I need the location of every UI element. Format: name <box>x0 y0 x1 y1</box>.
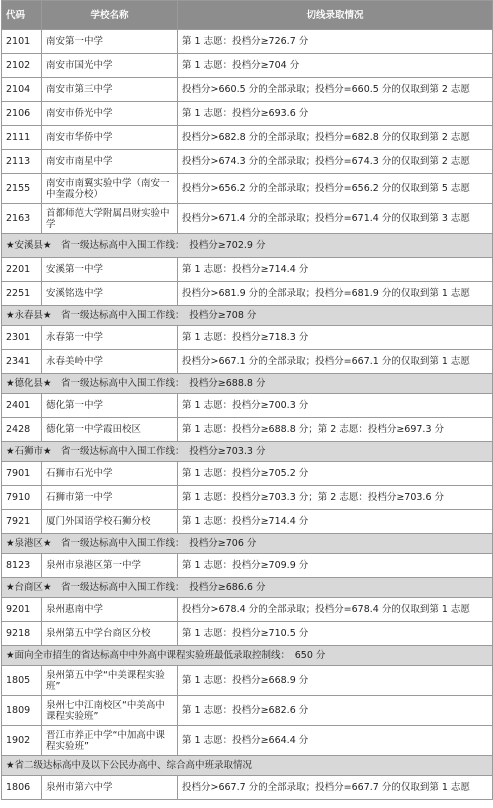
cell-school: 首都师范大学附属昌财实验中学 <box>42 204 178 234</box>
section-header: ★安溪县★ 省一级达标高中入围工作线： 投档分≥702.9 分 <box>2 234 493 258</box>
table-row <box>2 174 493 204</box>
section-header-row <box>2 234 493 258</box>
table-row <box>2 622 493 646</box>
section-header-row <box>2 756 493 776</box>
table-row <box>2 204 493 234</box>
section-header-row <box>2 306 493 326</box>
table-row <box>2 696 493 726</box>
cell-rule: 第 1 志愿：投档分≥688.8 分；第 2 志愿：投档分≥697.3 分 <box>178 418 493 442</box>
cell-code: 2401 <box>2 394 42 418</box>
cell-school: 厦门外国语学校石狮分校 <box>42 510 178 534</box>
table-row <box>2 350 493 374</box>
cell-rule: 第 1 志愿：投档分≥714.4 分 <box>178 258 493 282</box>
cell-rule: 第 1 志愿：投档分≥703.3 分；第 2 志愿：投档分≥703.6 分 <box>178 486 493 510</box>
table-row <box>2 776 493 800</box>
table-row <box>2 258 493 282</box>
cell-rule: 第 1 志愿：投档分≥668.9 分 <box>178 666 493 696</box>
table-row <box>2 462 493 486</box>
table-row <box>2 598 493 622</box>
table-row <box>2 126 493 150</box>
cell-rule: 第 1 志愿：投档分≥664.4 分 <box>178 726 493 756</box>
header-row <box>2 1 493 30</box>
section-header-row <box>2 442 493 462</box>
cell-code: 1809 <box>2 696 42 726</box>
cell-rule: 第 1 志愿：投档分≥714.4 分 <box>178 510 493 534</box>
cell-school: 泉州七中江南校区“中美高中课程实验班” <box>42 696 178 726</box>
table-row <box>2 554 493 578</box>
cell-school: 石狮市石光中学 <box>42 462 178 486</box>
section-header: ★永春县★ 省一级达标高中入围工作线： 投档分≥708 分 <box>2 306 493 326</box>
cell-code: 9201 <box>2 598 42 622</box>
cell-rule: 第 1 志愿：投档分≥700.3 分 <box>178 394 493 418</box>
cell-school: 南安第一中学 <box>42 30 178 54</box>
section-header: ★泉港区★ 省一级达标高中入围工作线： 投档分≥706 分 <box>2 534 493 554</box>
section-header: ★省二级达标高中及以下公民办高中、综合高中班录取情况 <box>2 756 493 776</box>
cell-code: 7910 <box>2 486 42 510</box>
section-header-row <box>2 534 493 554</box>
cell-code: 9218 <box>2 622 42 646</box>
table-row <box>2 54 493 78</box>
cell-school: 南安市南星中学 <box>42 150 178 174</box>
cell-code: 2106 <box>2 102 42 126</box>
cell-code: 2102 <box>2 54 42 78</box>
cell-school: 永春美岭中学 <box>42 350 178 374</box>
cell-rule: 第 1 志愿：投档分≥709.9 分 <box>178 554 493 578</box>
section-header: ★德化县★ 省一级达标高中入围工作线： 投档分≥688.8 分 <box>2 374 493 394</box>
cell-code: 8123 <box>2 554 42 578</box>
section-header: ★台商区★ 省一级达标高中入围工作线： 投档分≥686.6 分 <box>2 578 493 598</box>
table-row <box>2 666 493 696</box>
cell-code: 2101 <box>2 30 42 54</box>
cell-school: 南安市国光中学 <box>42 54 178 78</box>
table-row <box>2 326 493 350</box>
table-row <box>2 30 493 54</box>
cell-code: 2301 <box>2 326 42 350</box>
cell-code: 2201 <box>2 258 42 282</box>
cell-rule: 第 1 志愿：投档分≥710.5 分 <box>178 622 493 646</box>
cell-code: 2113 <box>2 150 42 174</box>
cell-school: 石狮市第一中学 <box>42 486 178 510</box>
cell-school: 永春第一中学 <box>42 326 178 350</box>
header-code: 代码 <box>2 1 42 30</box>
section-header-row <box>2 646 493 666</box>
cell-school: 泉州第五中学“中美课程实验班” <box>42 666 178 696</box>
cell-rule: 投档分>682.8 分的全部录取；投档分=682.8 分的仅取到第 2 志愿 <box>178 126 493 150</box>
cell-school: 安溪第一中学 <box>42 258 178 282</box>
admission-table <box>1 0 493 800</box>
header-rule: 切线录取情况 <box>178 1 493 30</box>
cell-rule: 投档分>674.3 分的全部录取；投档分=674.3 分的仅取到第 2 志愿 <box>178 150 493 174</box>
cell-rule: 投档分>678.4 分的全部录取；投档分=678.4 分的仅取到第 1 志愿 <box>178 598 493 622</box>
cell-rule: 投档分>681.9 分的全部录取；投档分=681.9 分的仅取到第 1 志愿 <box>178 282 493 306</box>
cell-rule: 第 1 志愿：投档分≥705.2 分 <box>178 462 493 486</box>
cell-rule: 第 1 志愿：投档分≥726.7 分 <box>178 30 493 54</box>
cell-rule: 第 1 志愿：投档分≥682.6 分 <box>178 696 493 726</box>
table-row <box>2 394 493 418</box>
section-header-row <box>2 578 493 598</box>
cell-rule: 第 1 志愿：投档分≥704 分 <box>178 54 493 78</box>
cell-rule: 第 1 志愿：投档分≥718.3 分 <box>178 326 493 350</box>
cell-school: 德化第一中学霞田校区 <box>42 418 178 442</box>
section-header: ★石狮市★ 省一级达标高中入围工作线： 投档分≥703.3 分 <box>2 442 493 462</box>
cell-school: 泉州第五中学台商区分校 <box>42 622 178 646</box>
cell-code: 2104 <box>2 78 42 102</box>
cell-code: 2341 <box>2 350 42 374</box>
cell-school: 南安市第三中学 <box>42 78 178 102</box>
cell-school: 晋江市养正中学“中加高中课程实验班” <box>42 726 178 756</box>
table-row <box>2 282 493 306</box>
cell-code: 7921 <box>2 510 42 534</box>
cell-code: 2111 <box>2 126 42 150</box>
cell-code: 7901 <box>2 462 42 486</box>
table-row <box>2 78 493 102</box>
table-row <box>2 486 493 510</box>
cell-code: 1806 <box>2 776 42 800</box>
table-row <box>2 102 493 126</box>
cell-code: 2155 <box>2 174 42 204</box>
cell-code: 2251 <box>2 282 42 306</box>
section-header-row <box>2 374 493 394</box>
cell-code: 2163 <box>2 204 42 234</box>
table-row <box>2 726 493 756</box>
cell-code: 2428 <box>2 418 42 442</box>
cell-school: 泉州市泉港区第一中学 <box>42 554 178 578</box>
cell-code: 1902 <box>2 726 42 756</box>
table-row <box>2 510 493 534</box>
cell-school: 南安市侨光中学 <box>42 102 178 126</box>
cell-rule: 投档分>667.7 分的全部录取；投档分=667.7 分的仅取到第 1 志愿 <box>178 776 493 800</box>
table-row <box>2 150 493 174</box>
cell-school: 安溪铭选中学 <box>42 282 178 306</box>
cell-code: 1805 <box>2 666 42 696</box>
cell-rule: 第 1 志愿：投档分≥693.6 分 <box>178 102 493 126</box>
cell-rule: 投档分>660.5 分的全部录取；投档分=660.5 分的仅取到第 2 志愿 <box>178 78 493 102</box>
cell-rule: 投档分>671.4 分的全部录取；投档分=671.4 分的仅取到第 3 志愿 <box>178 204 493 234</box>
cell-school: 泉州惠南中学 <box>42 598 178 622</box>
cell-rule: 投档分>656.2 分的全部录取；投档分=656.2 分的仅取到第 5 志愿 <box>178 174 493 204</box>
table-row <box>2 418 493 442</box>
section-header: ★面向全市招生的省达标高中中外高中课程实验班最低录取控制线： 650 分 <box>2 646 493 666</box>
header-school: 学校名称 <box>42 1 178 30</box>
cell-school: 泉州市第六中学 <box>42 776 178 800</box>
cell-school: 南安市南翼实验中学（南安一中奎霞分校） <box>42 174 178 204</box>
cell-school: 南安市华侨中学 <box>42 126 178 150</box>
cell-school: 德化第一中学 <box>42 394 178 418</box>
cell-rule: 投档分>667.1 分的全部录取；投档分=667.1 分的仅取到第 1 志愿 <box>178 350 493 374</box>
table-body <box>2 30 493 800</box>
